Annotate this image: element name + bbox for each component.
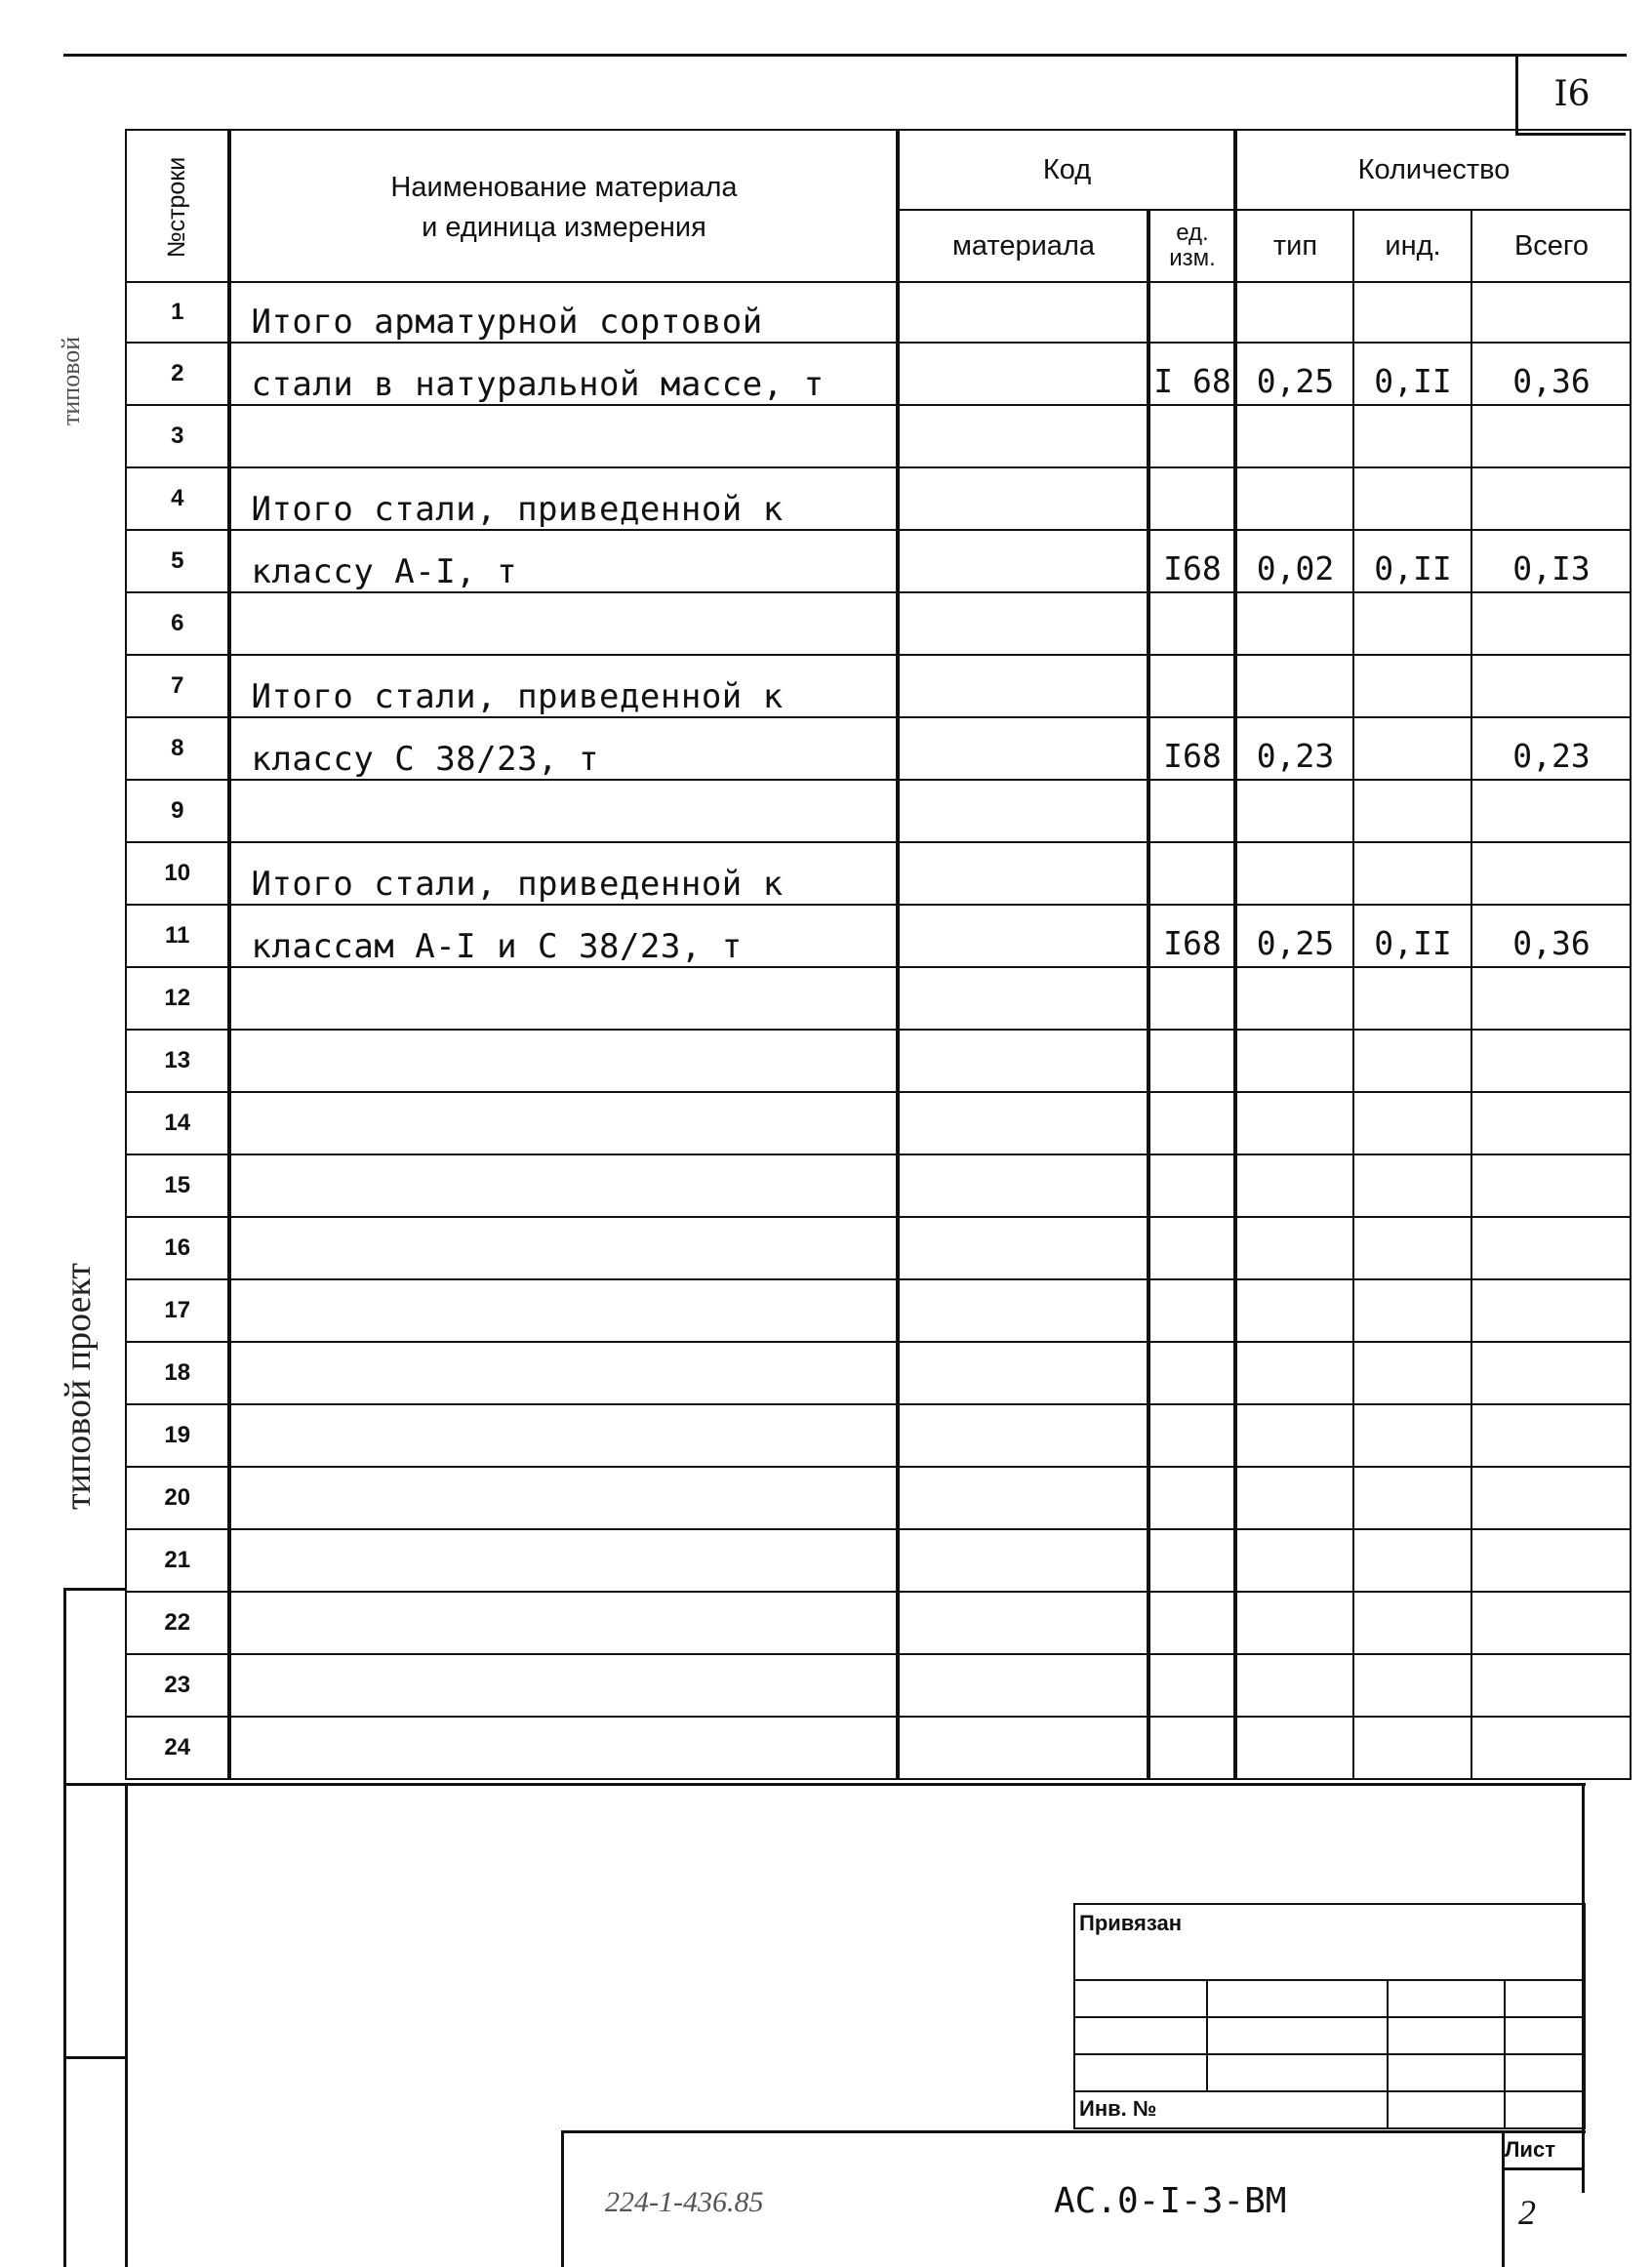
row-name: классам А-I и С 38/23, т	[229, 905, 898, 967]
row-qty-type	[1235, 1154, 1353, 1217]
stamp-bound-label: Привязан	[1074, 1904, 1585, 1980]
materials-table	[125, 129, 1632, 1780]
row-qty-ind	[1353, 1279, 1471, 1342]
row-qty-type	[1235, 1279, 1353, 1342]
table-row	[126, 1654, 1631, 1717]
table-row	[126, 1217, 1631, 1279]
table-row	[126, 1092, 1631, 1154]
row-number: 22	[126, 1592, 229, 1654]
row-material-code	[898, 1654, 1148, 1717]
row-unit-code	[1148, 1342, 1235, 1404]
row-qty-total	[1471, 1342, 1631, 1404]
row-qty-type	[1235, 842, 1353, 905]
row-number: 13	[126, 1030, 229, 1092]
table-row	[126, 967, 1631, 1030]
row-unit-code	[1148, 967, 1235, 1030]
row-number: 18	[126, 1342, 229, 1404]
row-qty-ind	[1353, 842, 1471, 905]
row-qty-type	[1235, 467, 1353, 530]
row-unit-code	[1148, 592, 1235, 655]
row-number: 12	[126, 967, 229, 1030]
row-name: классу А-I, т	[229, 530, 898, 592]
table-row	[126, 467, 1631, 530]
row-number: 21	[126, 1529, 229, 1592]
row-number: 7	[126, 655, 229, 717]
row-number: 1	[126, 282, 229, 343]
stamp-cell	[1388, 2017, 1505, 2054]
page-number-box	[1515, 57, 1626, 136]
table-row	[126, 717, 1631, 780]
page-number: I6	[1553, 74, 1591, 114]
row-qty-total	[1471, 1654, 1631, 1717]
row-material-code	[898, 1279, 1148, 1342]
row-qty-total	[1471, 655, 1631, 717]
row-material-code	[898, 1717, 1148, 1779]
row-qty-type	[1235, 1654, 1353, 1717]
row-number: 9	[126, 780, 229, 842]
row-qty-total	[1471, 1279, 1631, 1342]
row-name	[229, 1654, 898, 1717]
row-material-code	[898, 1467, 1148, 1529]
row-name	[229, 1217, 898, 1279]
row-material-code	[898, 530, 1148, 592]
stamp-cell	[1505, 2091, 1585, 2128]
row-qty-type	[1235, 1467, 1353, 1529]
row-qty-type	[1235, 655, 1353, 717]
row-material-code	[898, 905, 1148, 967]
row-qty-total	[1471, 1592, 1631, 1654]
row-qty-ind	[1353, 717, 1471, 780]
row-qty-type	[1235, 405, 1353, 467]
title-block-top	[561, 2130, 1586, 2133]
row-qty-type	[1235, 1030, 1353, 1092]
row-qty-total: 0,36	[1471, 343, 1631, 405]
stamp-cell	[1074, 1980, 1207, 2017]
table-row	[126, 282, 1631, 343]
row-qty-ind	[1353, 1342, 1471, 1404]
row-qty-ind	[1353, 592, 1471, 655]
row-number: 11	[126, 905, 229, 967]
stamp-cell	[1207, 2054, 1388, 2091]
table-row	[126, 530, 1631, 592]
row-material-code	[898, 967, 1148, 1030]
table-row	[126, 1529, 1631, 1592]
margin-strip-mid	[63, 2056, 125, 2059]
table-row	[126, 1342, 1631, 1404]
row-qty-type	[1235, 592, 1353, 655]
row-qty-total	[1471, 1092, 1631, 1154]
stamp-cell	[1505, 2054, 1585, 2091]
row-unit-code: I68	[1148, 530, 1235, 592]
row-number: 17	[126, 1279, 229, 1342]
row-name	[229, 1404, 898, 1467]
row-unit-code	[1148, 1154, 1235, 1217]
row-qty-ind	[1353, 655, 1471, 717]
row-material-code	[898, 1342, 1148, 1404]
table-row	[126, 780, 1631, 842]
table-row	[126, 1154, 1631, 1217]
header-name	[229, 130, 898, 282]
stamp-block	[1073, 1903, 1586, 2129]
row-number: 3	[126, 405, 229, 467]
table-row	[126, 1592, 1631, 1654]
stamp-cell	[1074, 2017, 1207, 2054]
row-material-code	[898, 282, 1148, 343]
row-material-code	[898, 842, 1148, 905]
row-number: 4	[126, 467, 229, 530]
row-number: 20	[126, 1467, 229, 1529]
row-name: Итого стали, приведенной к	[229, 655, 898, 717]
row-number: 10	[126, 842, 229, 905]
row-qty-ind: 0,II	[1353, 343, 1471, 405]
row-qty-ind	[1353, 1529, 1471, 1592]
row-qty-total: 0,36	[1471, 905, 1631, 967]
margin-strip-line	[63, 1588, 66, 2267]
row-unit-code	[1148, 780, 1235, 842]
stamp-cell	[1505, 1980, 1585, 2017]
row-qty-ind	[1353, 405, 1471, 467]
row-unit-code	[1148, 1030, 1235, 1092]
row-qty-ind	[1353, 1717, 1471, 1779]
row-number: 15	[126, 1154, 229, 1217]
margin-strip-top	[63, 1588, 125, 1591]
row-qty-type	[1235, 780, 1353, 842]
stamp-cell	[1388, 1980, 1505, 2017]
row-name: классу С 38/23, т	[229, 717, 898, 780]
header-name-line2: и единица измерения	[422, 212, 706, 243]
row-qty-type: 0,23	[1235, 717, 1353, 780]
row-material-code	[898, 1030, 1148, 1092]
row-name	[229, 592, 898, 655]
row-unit-code	[1148, 1717, 1235, 1779]
row-qty-total	[1471, 842, 1631, 905]
row-unit-code	[1148, 655, 1235, 717]
row-material-code	[898, 717, 1148, 780]
table-row	[126, 655, 1631, 717]
row-qty-total	[1471, 1030, 1631, 1092]
table-row	[126, 1467, 1631, 1529]
row-qty-ind	[1353, 1404, 1471, 1467]
row-unit-code	[1148, 1467, 1235, 1529]
row-material-code	[898, 1217, 1148, 1279]
row-qty-total: 0,23	[1471, 717, 1631, 780]
row-name	[229, 1592, 898, 1654]
row-material-code	[898, 655, 1148, 717]
row-unit-code	[1148, 1092, 1235, 1154]
row-qty-ind	[1353, 1217, 1471, 1279]
sheet-label: Лист	[1505, 2137, 1555, 2162]
row-qty-type: 0,25	[1235, 343, 1353, 405]
stamp-cell	[1207, 2017, 1388, 2054]
row-qty-type	[1235, 1529, 1353, 1592]
row-material-code	[898, 1592, 1148, 1654]
row-material-code	[898, 405, 1148, 467]
row-number: 8	[126, 717, 229, 780]
row-material-code	[898, 1404, 1148, 1467]
row-qty-total	[1471, 1217, 1631, 1279]
row-qty-type	[1235, 1217, 1353, 1279]
table-row	[126, 405, 1631, 467]
row-unit-code	[1148, 467, 1235, 530]
row-qty-type	[1235, 1592, 1353, 1654]
sheet-label-line	[1502, 2167, 1584, 2170]
table-row	[126, 1279, 1631, 1342]
row-qty-type: 0,02	[1235, 530, 1353, 592]
stamp-cell	[1074, 2054, 1207, 2091]
frame-left-line	[125, 1783, 128, 2267]
row-qty-ind	[1353, 1030, 1471, 1092]
side-label-main: типовой проект	[58, 1262, 99, 1510]
top-rule	[63, 54, 1627, 57]
row-unit-code	[1148, 282, 1235, 343]
row-qty-total	[1471, 780, 1631, 842]
row-material-code	[898, 1529, 1148, 1592]
row-name	[229, 780, 898, 842]
row-qty-total	[1471, 592, 1631, 655]
header-row-1	[126, 130, 1631, 210]
row-material-code	[898, 592, 1148, 655]
row-qty-ind	[1353, 1654, 1471, 1717]
row-number: 5	[126, 530, 229, 592]
stamp-cell	[1505, 2017, 1585, 2054]
row-qty-ind	[1353, 1154, 1471, 1217]
row-unit-code	[1148, 1529, 1235, 1592]
row-qty-total	[1471, 1529, 1631, 1592]
row-qty-ind	[1353, 780, 1471, 842]
row-material-code	[898, 467, 1148, 530]
row-qty-ind	[1353, 282, 1471, 343]
row-unit-code	[1148, 1217, 1235, 1279]
row-unit-code: I68	[1148, 717, 1235, 780]
header-name-line1: Наименование материала	[390, 172, 738, 203]
row-qty-type	[1235, 282, 1353, 343]
row-name	[229, 1154, 898, 1217]
row-material-code	[898, 343, 1148, 405]
row-name	[229, 1030, 898, 1092]
row-name	[229, 1279, 898, 1342]
row-qty-ind	[1353, 1467, 1471, 1529]
header-qty: Количество	[1235, 130, 1631, 210]
row-qty-ind: 0,II	[1353, 530, 1471, 592]
row-number: 14	[126, 1092, 229, 1154]
header-code-unit: ед. изм.	[1148, 210, 1235, 282]
row-unit-code	[1148, 1404, 1235, 1467]
row-material-code	[898, 1092, 1148, 1154]
row-qty-total	[1471, 1467, 1631, 1529]
table-row	[126, 1030, 1631, 1092]
row-qty-type	[1235, 1717, 1353, 1779]
row-qty-type	[1235, 1092, 1353, 1154]
row-unit-code: I68	[1148, 905, 1235, 967]
row-qty-total	[1471, 282, 1631, 343]
row-qty-type: 0,25	[1235, 905, 1353, 967]
table-row	[126, 343, 1631, 405]
row-name	[229, 1467, 898, 1529]
stamp-inv-label: Инв. №	[1074, 2091, 1388, 2128]
row-qty-total	[1471, 1404, 1631, 1467]
title-block-left	[561, 2130, 564, 2267]
row-qty-type	[1235, 1342, 1353, 1404]
row-qty-total: 0,I3	[1471, 530, 1631, 592]
header-code: Код	[898, 130, 1235, 210]
row-qty-type	[1235, 1404, 1353, 1467]
table-row	[126, 842, 1631, 905]
row-unit-code	[1148, 1592, 1235, 1654]
row-name	[229, 1092, 898, 1154]
table-row	[126, 1404, 1631, 1467]
row-qty-total	[1471, 405, 1631, 467]
row-unit-code: I 68	[1148, 343, 1235, 405]
header-code-material: материала	[898, 210, 1148, 282]
header-qty-ind: инд.	[1353, 210, 1471, 282]
header-row-no-text: №строки	[163, 156, 191, 258]
row-name	[229, 405, 898, 467]
row-qty-total	[1471, 467, 1631, 530]
row-qty-ind	[1353, 1092, 1471, 1154]
table-row	[126, 1717, 1631, 1779]
table-row	[126, 905, 1631, 967]
row-qty-total	[1471, 967, 1631, 1030]
frame-bottom-of-table	[63, 1783, 1586, 1786]
row-qty-ind	[1353, 1592, 1471, 1654]
header-row-no	[126, 130, 229, 282]
row-name: стали в натуральной массе, т	[229, 343, 898, 405]
stamp-cell	[1388, 2054, 1505, 2091]
row-number: 16	[126, 1217, 229, 1279]
row-qty-ind	[1353, 467, 1471, 530]
handwritten-code: 224-1-436.85	[605, 2186, 764, 2218]
row-number: 19	[126, 1404, 229, 1467]
row-name	[229, 1342, 898, 1404]
row-name: Итого арматурной сортовой	[229, 282, 898, 343]
row-name	[229, 1717, 898, 1779]
table-row	[126, 592, 1631, 655]
row-unit-code	[1148, 1654, 1235, 1717]
row-unit-code	[1148, 842, 1235, 905]
header-qty-type: тип	[1235, 210, 1353, 282]
row-material-code	[898, 780, 1148, 842]
row-unit-code	[1148, 1279, 1235, 1342]
row-number: 2	[126, 343, 229, 405]
row-unit-code	[1148, 405, 1235, 467]
row-name	[229, 967, 898, 1030]
row-qty-ind: 0,II	[1353, 905, 1471, 967]
row-qty-total	[1471, 1154, 1631, 1217]
row-qty-type	[1235, 967, 1353, 1030]
side-label-top: типовой	[57, 336, 85, 425]
row-name: Итого стали, приведенной к	[229, 467, 898, 530]
sheet-number: 2	[1518, 2193, 1536, 2232]
row-qty-ind	[1353, 967, 1471, 1030]
header-qty-total: Всего	[1471, 210, 1631, 282]
row-name	[229, 1529, 898, 1592]
row-number: 24	[126, 1717, 229, 1779]
stamp-cell	[1388, 2091, 1505, 2128]
stamp-cell	[1207, 1980, 1388, 2017]
doc-code: АС.0-I-3-ВМ	[1054, 2181, 1287, 2221]
row-material-code	[898, 1154, 1148, 1217]
row-name: Итого стали, приведенной к	[229, 842, 898, 905]
row-qty-total	[1471, 1717, 1631, 1779]
row-number: 23	[126, 1654, 229, 1717]
row-number: 6	[126, 592, 229, 655]
